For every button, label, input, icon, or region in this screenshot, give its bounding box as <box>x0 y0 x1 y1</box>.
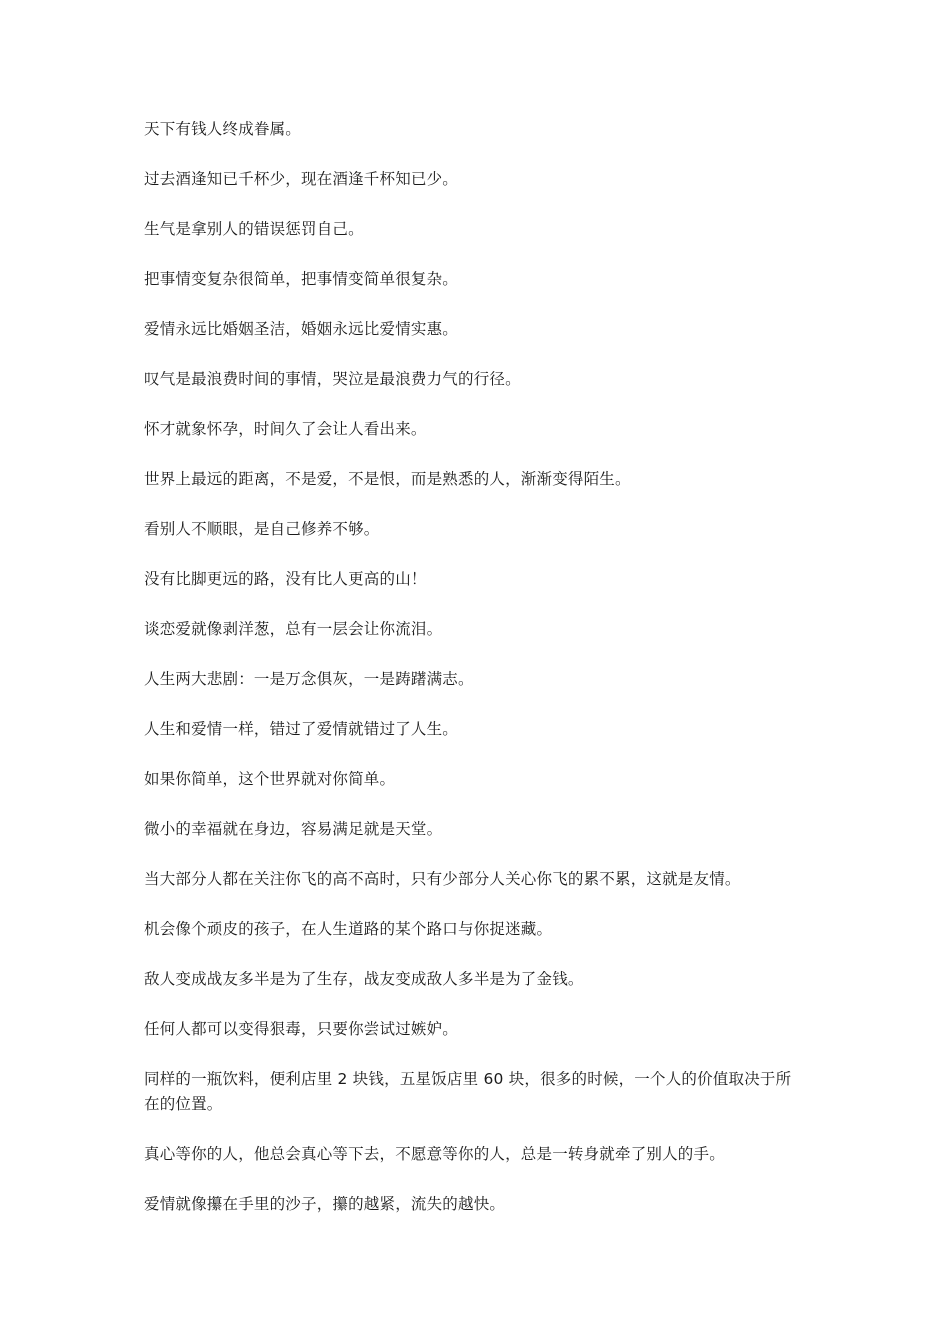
paragraph: 谈恋爱就像剥洋葱，总有一层会让你流泪。 <box>144 620 443 638</box>
paragraph: 人生和爱情一样，错过了爱情就错过了人生。 <box>144 720 459 738</box>
paragraph: 看别人不顺眼，是自己修养不够。 <box>144 520 380 538</box>
paragraph: 如果你简单，这个世界就对你简单。 <box>144 770 396 788</box>
paragraph: 爱情永远比婚姻圣洁，婚姻永远比爱情实惠。 <box>144 320 459 338</box>
paragraph: 机会像个顽皮的孩子，在人生道路的某个路口与你捉迷藏。 <box>144 920 553 938</box>
paragraph: 过去酒逢知已千杯少，现在酒逢千杯知已少。 <box>144 170 459 188</box>
paragraph: 真心等你的人，他总会真心等下去，不愿意等你的人，总是一转身就牵了别人的手。 <box>144 1145 725 1163</box>
paragraph: 叹气是最浪费时间的事情，哭泣是最浪费力气的行径。 <box>144 370 521 388</box>
paragraph: 爱情就像攥在手里的沙子，攥的越紧，流失的越快。 <box>144 1195 506 1213</box>
paragraph: 当大部分人都在关注你飞的高不高时，只有少部分人关心你飞的累不累，这就是友情。 <box>144 870 741 888</box>
paragraph: 没有比脚更远的路，没有比人更高的山！ <box>144 570 427 588</box>
paragraph: 任何人都可以变得狠毒，只要你尝试过嫉妒。 <box>144 1020 459 1038</box>
paragraph: 微小的幸福就在身边，容易满足就是天堂。 <box>144 820 443 838</box>
paragraph: 天下有钱人终成眷属。 <box>144 120 302 138</box>
paragraph: 世界上最远的距离，不是爱，不是恨，而是熟悉的人，渐渐变得陌生。 <box>144 470 631 488</box>
paragraph: 生气是拿别人的错误惩罚自己。 <box>144 220 364 238</box>
paragraph: 把事情变复杂很简单，把事情变简单很复杂。 <box>144 270 459 288</box>
paragraph: 人生两大悲剧：一是万念俱灰，一是踌躇满志。 <box>144 670 474 688</box>
paragraph: 怀才就象怀孕，时间久了会让人看出来。 <box>144 420 427 438</box>
paragraph: 敌人变成战友多半是为了生存，战友变成敌人多半是为了金钱。 <box>144 970 584 988</box>
document-body <box>144 117 796 1242</box>
paragraph: 同样的一瓶饮料，便利店里 2 块钱，五星饭店里 60 块，很多的时候，一个人的价值取决于所在的位置。 <box>144 1070 792 1113</box>
